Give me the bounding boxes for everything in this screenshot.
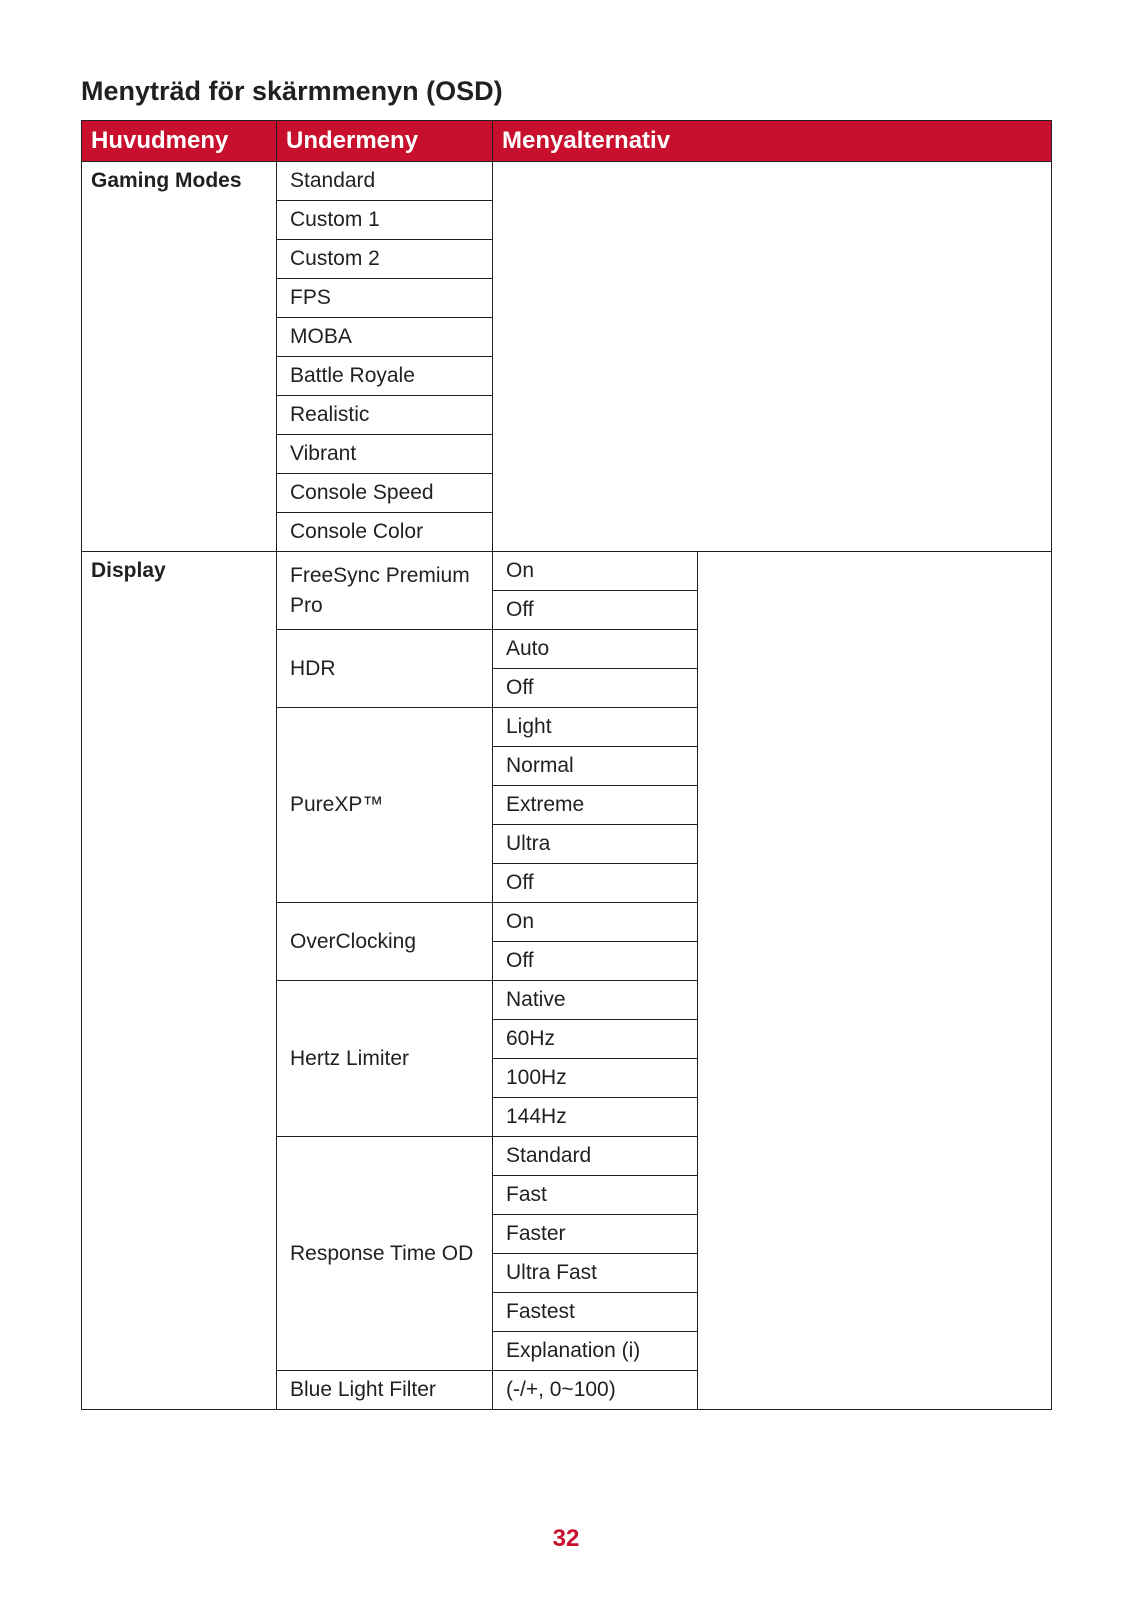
option-cell: On xyxy=(493,903,698,942)
submenu-cell: MOBA xyxy=(277,318,493,357)
option-cell: On xyxy=(493,552,698,591)
empty-cell xyxy=(698,552,1052,1410)
submenu-cell: HDR xyxy=(277,630,493,708)
submenu-cell: Console Color xyxy=(277,513,493,552)
submenu-cell: Custom 2 xyxy=(277,240,493,279)
option-cell: Auto xyxy=(493,630,698,669)
submenu-cell: FPS xyxy=(277,279,493,318)
option-cell: Off xyxy=(493,591,698,630)
option-cell: Fastest xyxy=(493,1293,698,1332)
main-menu-cell: Display xyxy=(82,552,277,1410)
submenu-cell: OverClocking xyxy=(277,903,493,981)
option-cell: Native xyxy=(493,981,698,1020)
submenu-cell: Console Speed xyxy=(277,474,493,513)
option-cell: Ultra xyxy=(493,825,698,864)
option-cell: 100Hz xyxy=(493,1059,698,1098)
submenu-cell: Battle Royale xyxy=(277,357,493,396)
submenu-cell: Hertz Limiter xyxy=(277,981,493,1137)
submenu-cell: Realistic xyxy=(277,396,493,435)
submenu-cell: PureXP™ xyxy=(277,708,493,903)
submenu-cell: Response Time OD xyxy=(277,1137,493,1371)
option-cell: Faster xyxy=(493,1215,698,1254)
submenu-cell: FreeSync Premium Pro xyxy=(277,552,493,630)
page-number: 32 xyxy=(552,1525,580,1552)
submenu-cell: Vibrant xyxy=(277,435,493,474)
option-cell: Standard xyxy=(493,1137,698,1176)
page-title: Menyträd för skärmmenyn (OSD) xyxy=(81,76,503,106)
option-cell: Fast xyxy=(493,1176,698,1215)
header-menu-options: Menyalternativ xyxy=(493,121,1052,162)
option-cell: (-/+, 0~100) xyxy=(493,1371,698,1410)
option-cell: Off xyxy=(493,669,698,708)
empty-cell xyxy=(493,162,1052,552)
header-submenu: Undermeny xyxy=(277,121,493,162)
submenu-cell: Custom 1 xyxy=(277,201,493,240)
option-cell: 144Hz xyxy=(493,1098,698,1137)
option-cell: Off xyxy=(493,942,698,981)
option-cell: Ultra Fast xyxy=(493,1254,698,1293)
submenu-cell: Standard xyxy=(277,162,493,201)
submenu-cell: Blue Light Filter xyxy=(277,1371,493,1410)
header-main-menu: Huvudmeny xyxy=(82,121,277,162)
option-cell: Light xyxy=(493,708,698,747)
option-cell: Extreme xyxy=(493,786,698,825)
option-cell: Off xyxy=(493,864,698,903)
option-cell: Normal xyxy=(493,747,698,786)
osd-menu-table xyxy=(81,120,1052,1410)
option-cell: Explanation (i) xyxy=(493,1332,698,1371)
main-menu-cell: Gaming Modes xyxy=(82,162,277,552)
option-cell: 60Hz xyxy=(493,1020,698,1059)
